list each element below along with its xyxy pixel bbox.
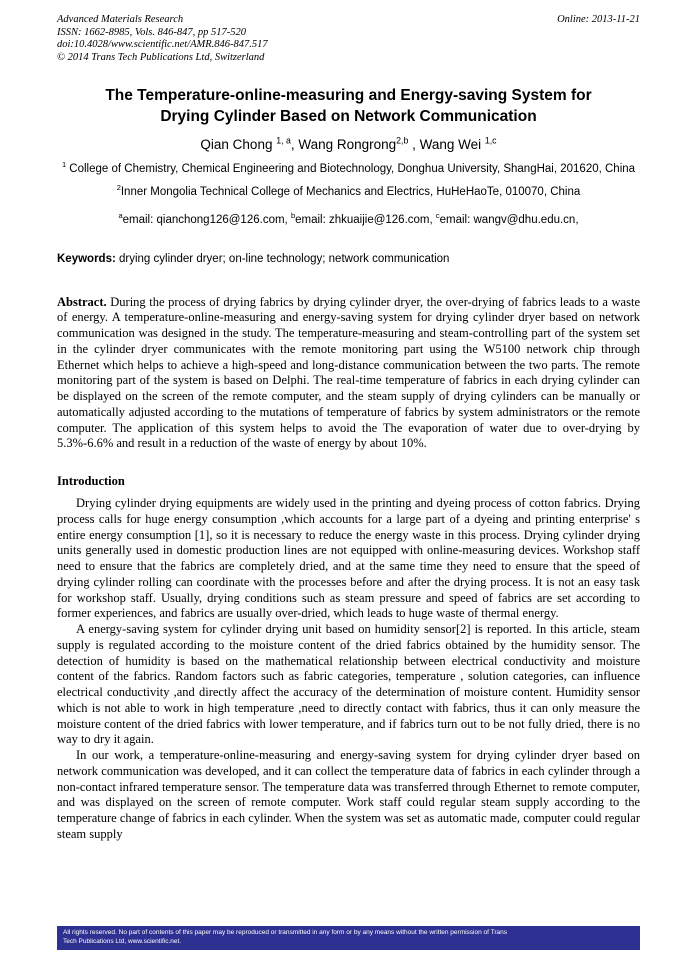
email-mark-a: a [118,211,123,221]
introduction-paragraph-2: A energy-saving system for cylinder drying unit based on humidity sensor[2] is reported. In this article, steam supply is regulated according to the moisture content of the dried fabrics obtained by the humidity sensor. The detection of humidity is based on the mathematical relationship between electrical conductivity and moisture content of the fabrics. Random factors such as fabric categories, temperature , solution categories, can influence electrical conductivity ,and directly affect the accuracy of the determination of moisture content. Humidity sensor which is not able to work in high temperature ,need to directly contact with fabrics, thus it can only measure the moisture content of the dried fabrics with lower temperature, and if fabrics turn out to be not fully dried, there is no way to dry it again. [57,622,640,747]
author-affil-mark-3: 1,c [484,135,497,146]
author-name-2: , Wang Rongrong [290,136,397,152]
abstract-label: Abstract. [57,294,107,309]
email-c: email: wangv@dhu.edu.cn, [439,214,579,226]
keywords-label: Keywords: [57,252,116,265]
keywords-text: drying cylinder dryer; on-line technology; network communication [115,252,450,265]
footer-line-1: All rights reserved. No part of contents of this paper may be reproduced or transmitted in any form or by any means without the written permission of Trans [63,929,508,937]
footer-line-2: Tech Publications Ltd, www.scientific.net. [63,938,182,946]
author-line [57,137,640,152]
affiliation-1-text: College of Chemistry, Chemical Engineering and Biotechnology, Donghua University, ShangHai, 201620, China [66,162,636,175]
copyright-line: © 2014 Trans Tech Publications Ltd, Switzerland [57,51,265,63]
email-line [57,212,640,229]
affiliation-1-sup: 1 [61,159,67,169]
email-mark-c: c [435,211,440,221]
introduction-paragraph-3: In our work, a temperature-online-measuring and energy-saving system for drying cylinder dryer based on network communication was developed, and it can collect the temperature data of fabrics in each cylinder through a non-contact infrared temperature sensor. The temperature data was transferred through Ethernet to remote computer, and was displayed on the screen of remote computer. Work staff could regular steam supply according to the temperature change of fabrics in each cylinder. When the system was set as automatic made, computer could regular steam supply [57,748,640,841]
email-mark-b: b [290,211,296,221]
journal-header-row [57,14,640,27]
author-name-1: Qian Chong [200,136,277,152]
author-affil-mark-1: 1, a [276,135,291,146]
journal-name: Advanced Materials Research [57,14,184,25]
affiliation-2-text: Inner Mongolia Technical College of Mechanics and Electrics, HuHeHaoTe, 010070, China [120,186,581,199]
footer-bar [57,926,640,950]
online-date: Online: 2013-11-21 [557,14,640,25]
affiliation-2 [57,184,640,201]
affiliation-2-sup: 2 [116,183,121,193]
introduction-heading: Introduction [57,474,125,489]
abstract-paragraph [57,295,640,453]
author-name-3: , Wang Wei [408,136,485,152]
email-b: email: zhkuaijie@126.com, [295,214,436,226]
affiliation-1 [57,161,640,178]
paper-title: The Temperature-online-measuring and Energy-saving System for Drying Cylinder Based on Network Communication [105,87,592,125]
keywords-line [57,253,640,265]
email-a: email: qianchong126@126.com, [122,214,291,226]
author-affil-mark-2: 2,b [396,135,409,146]
journal-header [57,14,640,64]
abstract-text: During the process of drying fabrics by drying cylinder dryer, the over-drying of fabrics leads to a waste of energy. A temperature-online-measuring and energy-saving system for drying cylinder dryer based on network communication was designed in the study. The temperature-measuring and steam-controlling part of the system set in the cylinder dryer communicates with the remote monitoring part using the W5100 network chip through Ethernet which helps to achieve a high-speed and long-distance communication between the two parts. The remote monitoring part of the system is based on Delphi. The real-time temperature of fabrics in each drying cylinder can be displayed on the screen of the remote computer, and the steam supply of drying cylinders can be manually or automatically adjusted according to the mutations of temperature of fabrics by system administrators or the remote computer. The application of this system helps to avoid the The evaporation of water due to over-drying by 5.3%-6.6% and result in a reduction of the waste of energy by about 10%. [57,294,640,451]
introduction-paragraph-1: Drying cylinder drying equipments are widely used in the printing and dyeing process of cotton fabrics. Drying process calls for huge energy consumption ,which accounts for a large part of a dyeing and printing enterprise' s entire energy consumption [1], so it is necessary to reduce the energy waste in this process. Drying cylinder drying units generally used in domestic production lines are not equipped with online-measuring devices. Workshop staff need to ensure that the fabrics are completely dried, and at the same time they need to ensure that the speed of drying cylinder rolling can coordinate with the processes before and after the drying process. It is not an easy task for workshop staff. Usually, drying conditions such as steam pressure and speed of fabrics are set according to former experiences, and fabrics are usually over-dried, which leads to huge waste of thermal energy. [57,496,640,621]
doi-line: doi:10.4028/www.scientific.net/AMR.846-847.517 [57,39,268,51]
issn-line: ISSN: 1662-8985, Vols. 846-847, pp 517-520 [57,26,246,38]
